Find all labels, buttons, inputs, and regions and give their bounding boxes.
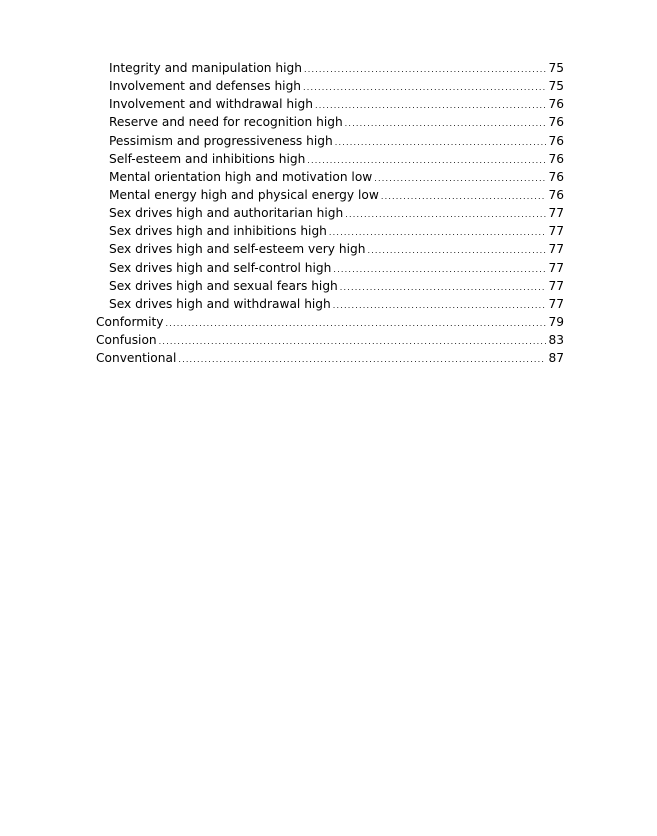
- toc-page-number: 77: [548, 224, 564, 239]
- toc-entry-label: Integrity and manipulation high: [109, 61, 302, 75]
- toc-entry[interactable]: [96, 168, 564, 186]
- toc-entry-label: Confusion: [96, 333, 157, 348]
- toc-dot-leader: [303, 79, 546, 97]
- toc-dot-leader: [315, 97, 547, 115]
- toc-dot-leader: [367, 242, 546, 260]
- toc-dot-leader: [333, 261, 546, 279]
- toc-dot-leader: [340, 279, 547, 297]
- toc-dot-leader: [165, 315, 546, 333]
- table-of-contents: [96, 59, 564, 367]
- toc-entry-label: Involvement and withdrawal high: [109, 97, 313, 112]
- toc-dot-leader: [333, 297, 547, 315]
- toc-entry-label: Sex drives high and authoritarian high: [109, 206, 344, 221]
- toc-page-number: 79: [548, 314, 564, 329]
- toc-page-number: 83: [548, 333, 564, 348]
- toc-entry-label: Sex drives high and self-control high: [109, 260, 332, 275]
- toc-entry[interactable]: [96, 150, 564, 168]
- toc-entry[interactable]: [96, 204, 564, 222]
- toc-dot-leader: [374, 170, 546, 188]
- toc-dot-leader: [381, 188, 547, 206]
- toc-page-number: 75: [548, 79, 564, 94]
- toc-page-number: 77: [548, 260, 564, 275]
- toc-entry-label: Sex drives high and withdrawal high: [109, 296, 331, 311]
- toc-entry-label: Sex drives high and sexual fears high: [109, 278, 338, 293]
- toc-entry[interactable]: [96, 349, 564, 367]
- toc-entry[interactable]: [96, 331, 564, 349]
- toc-dot-leader: [335, 134, 547, 152]
- toc-page-number: 76: [548, 115, 564, 130]
- toc-page-number: 77: [548, 206, 564, 221]
- toc-dot-leader: [159, 333, 547, 351]
- toc-entry[interactable]: [96, 259, 564, 277]
- toc-page-number: 87: [548, 351, 564, 366]
- toc-entry[interactable]: [96, 132, 564, 150]
- toc-entry-label: Pessimism and progressiveness high: [109, 133, 333, 148]
- toc-page-number: 77: [548, 278, 564, 293]
- toc-entry-label: Sex drives high and self-esteem very high: [109, 242, 366, 257]
- toc-entry-label: Mental orientation high and motivation low: [109, 169, 373, 184]
- toc-entry[interactable]: [96, 313, 564, 331]
- toc-entry-label: Mental energy high and physical energy low: [109, 187, 379, 202]
- toc-entry-label: Involvement and defenses high: [109, 79, 302, 94]
- toc-entry[interactable]: [96, 59, 564, 77]
- toc-page-number: 76: [548, 151, 564, 166]
- toc-entry[interactable]: [96, 95, 564, 113]
- toc-entry[interactable]: [96, 295, 564, 313]
- toc-entry[interactable]: [96, 186, 564, 204]
- toc-entry[interactable]: [96, 240, 564, 258]
- toc-dot-leader: [178, 351, 546, 369]
- toc-entry-label: Conformity: [96, 314, 164, 329]
- toc-entry[interactable]: [96, 222, 564, 240]
- toc-entry-label: Self-esteem and inhibitions high: [109, 151, 306, 166]
- toc-entry-label: Reserve and need for recognition high: [109, 115, 343, 130]
- toc-page-number: 77: [548, 242, 564, 257]
- toc-entry[interactable]: [96, 77, 564, 95]
- toc-page-number: 76: [548, 187, 564, 202]
- toc-dot-leader: [345, 206, 546, 224]
- toc-entry-label: Conventional: [96, 351, 177, 366]
- toc-page-number: 76: [548, 133, 564, 148]
- toc-dot-leader: [304, 61, 547, 79]
- toc-dot-leader: [345, 115, 547, 133]
- toc-page-number: 75: [548, 61, 564, 75]
- toc-entry-label: Sex drives high and inhibitions high: [109, 224, 327, 239]
- toc-page-number: 77: [548, 296, 564, 311]
- toc-page-number: 76: [548, 97, 564, 112]
- toc-page-number: 76: [548, 169, 564, 184]
- toc-entry[interactable]: [96, 113, 564, 131]
- toc-entry[interactable]: [96, 277, 564, 295]
